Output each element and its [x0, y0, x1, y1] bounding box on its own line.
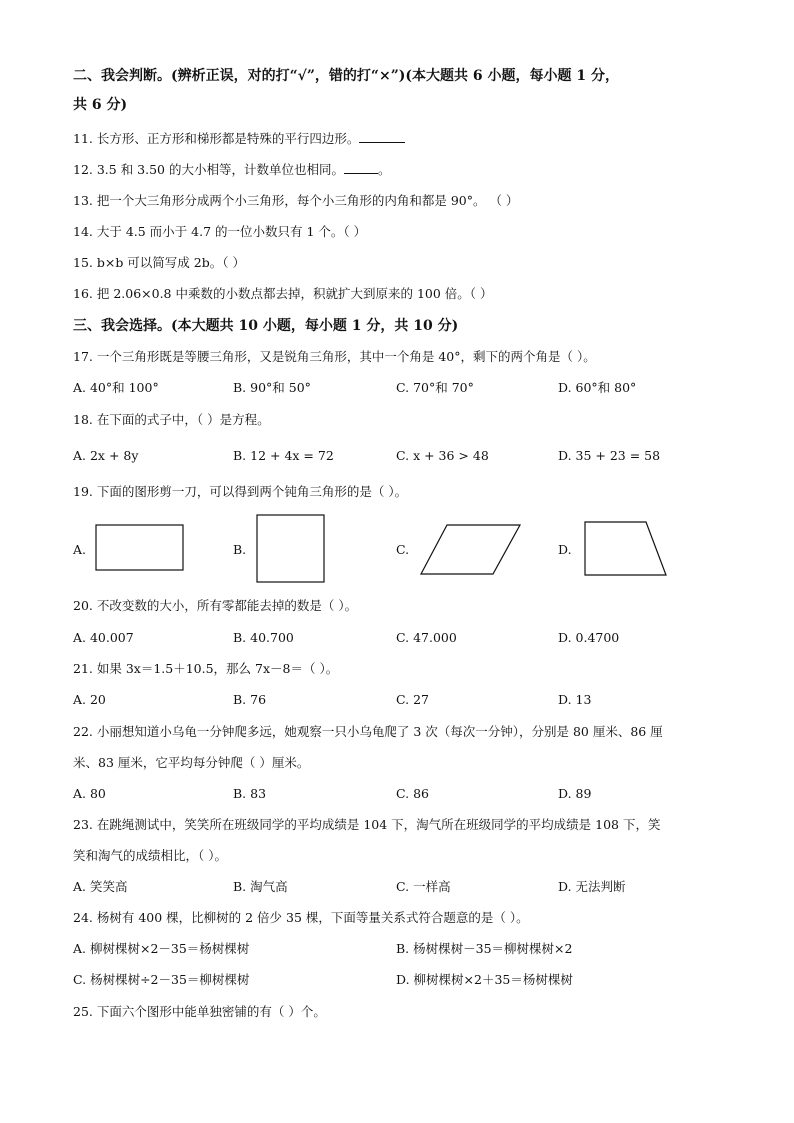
- q20-option-c[interactable]: C. 47.000: [396, 630, 457, 645]
- answer-blank[interactable]: [344, 161, 378, 174]
- q17-option-a[interactable]: A. 40°和 100°: [73, 380, 159, 395]
- question-25-stem: 25. 下面六个图形中能单独密铺的有（ ）个。: [73, 1004, 326, 1019]
- q19-label-a[interactable]: A.: [73, 542, 87, 557]
- question-19-stem: 19. 下面的图形剪一刀，可以得到两个钝角三角形的是（ ）。: [73, 484, 408, 499]
- question-13: 13. 把一个大三角形分成两个小三角形，每个小三角形的内角和都是 90°。 （ ）: [73, 193, 519, 208]
- q24-option-a[interactable]: A. 柳树棵树×2－35＝杨树棵树: [73, 941, 250, 956]
- q21-option-c[interactable]: C. 27: [396, 692, 429, 707]
- q22-option-c[interactable]: C. 86: [396, 786, 429, 801]
- q17-option-b[interactable]: B. 90°和 50°: [233, 380, 311, 395]
- question-11-text: 11. 长方形、正方形和梯形都是特殊的平行四边形。: [73, 131, 360, 146]
- q20-option-d[interactable]: D. 0.4700: [558, 630, 620, 645]
- question-20-stem: 20. 不改变数的大小，所有零都能去掉的数是（ ）。: [73, 598, 358, 613]
- question-16: 16. 把 2.06×0.8 中乘数的小数点都去掉，积就扩大到原来的 100 倍。（ ）: [73, 286, 493, 301]
- question-11: [73, 130, 734, 148]
- q23-option-c[interactable]: C. 一样高: [396, 879, 451, 894]
- question-22-stem-line2: 米、83 厘米，它平均每分钟爬（ ）厘米。: [73, 755, 310, 770]
- q19-square-shape[interactable]: [256, 514, 326, 584]
- question-21-stem: 21. 如果 3x＝1.5＋10.5，那么 7x－8＝（ ）。: [73, 661, 339, 676]
- question-12-text: 12. 3.5 和 3.50 的大小相等，计数单位也相同。: [73, 162, 344, 177]
- q19-rectangle-shape[interactable]: [95, 524, 185, 572]
- q18-option-a[interactable]: A. 2x + 8y: [73, 448, 139, 463]
- question-17-stem: 17. 一个三角形既是等腰三角形，又是锐角三角形，其中一个角是 40°，剩下的两个角是（ ）。: [73, 349, 596, 364]
- q24-option-c[interactable]: C. 杨树棵树÷2－35＝柳树棵树: [73, 972, 250, 987]
- q18-option-b[interactable]: B. 12 + 4x = 72: [233, 448, 334, 463]
- section-3-title: 三、我会选择。(本大题共 10 小题，每小题 1 分，共 10 分): [73, 318, 459, 334]
- section-2-title-line2: 共 6 分): [73, 97, 128, 113]
- question-22-stem-line1: 22. 小丽想知道小乌龟一分钟爬多远，她观察一只小乌龟爬了 3 次（每次一分钟），分别是 80 厘米、86 厘: [73, 724, 663, 739]
- q24-option-d[interactable]: D. 柳树棵树×2＋35＝杨树棵树: [396, 972, 573, 987]
- q20-option-b[interactable]: B. 40.700: [233, 630, 294, 645]
- q18-option-d[interactable]: D. 35 + 23 = 58: [558, 448, 661, 463]
- q19-trapezoid-shape[interactable]: [583, 521, 669, 577]
- question-12: [73, 161, 734, 179]
- q19-label-b[interactable]: B.: [233, 542, 247, 557]
- q21-option-a[interactable]: A. 20: [73, 692, 106, 707]
- question-24-stem: 24. 杨树有 400 棵，比柳树的 2 倍少 35 棵，下面等量关系式符合题意的是（ ）。: [73, 910, 529, 925]
- q17-option-d[interactable]: D. 60°和 80°: [558, 380, 637, 395]
- question-12-end: 。: [378, 162, 391, 177]
- q21-option-b[interactable]: B. 76: [233, 692, 267, 707]
- question-23-stem-line1: 23. 在跳绳测试中，笑笑所在班级同学的平均成绩是 104 下，淘气所在班级同学的平均成绩是 108 下，笑: [73, 817, 661, 832]
- q18-option-c[interactable]: C. x + 36 > 48: [396, 448, 489, 463]
- q22-option-d[interactable]: D. 89: [558, 786, 592, 801]
- q21-option-d[interactable]: D. 13: [558, 692, 592, 707]
- question-23-stem-line2: 笑和淘气的成绩相比，（ ）。: [73, 848, 227, 863]
- q23-option-a[interactable]: A. 笑笑高: [73, 879, 128, 894]
- question-15: 15. b×b 可以简写成 2b。（ ）: [73, 255, 245, 270]
- section-2-title-line1: 二、我会判断。(辨析正误，对的打“√”，错的打“×”)(本大题共 6 小题，每小题 1 分，: [73, 68, 619, 84]
- q22-option-a[interactable]: A. 80: [73, 786, 106, 801]
- q24-option-b[interactable]: B. 杨树棵树－35＝柳树棵树×2: [396, 941, 573, 956]
- question-18-stem: 18. 在下面的式子中，（ ）是方程。: [73, 412, 270, 427]
- answer-blank[interactable]: [359, 130, 405, 143]
- q20-option-a[interactable]: A. 40.007: [73, 630, 134, 645]
- q17-option-c[interactable]: C. 70°和 70°: [396, 380, 474, 395]
- q23-option-b[interactable]: B. 淘气高: [233, 879, 288, 894]
- question-14: 14. 大于 4.5 而小于 4.7 的一位小数只有 1 个。（ ）: [73, 224, 367, 239]
- q19-parallelogram-shape[interactable]: [420, 524, 522, 576]
- q19-label-d[interactable]: D.: [558, 542, 572, 557]
- q19-label-c[interactable]: C.: [396, 542, 410, 557]
- q23-option-d[interactable]: D. 无法判断: [558, 879, 626, 894]
- q22-option-b[interactable]: B. 83: [233, 786, 267, 801]
